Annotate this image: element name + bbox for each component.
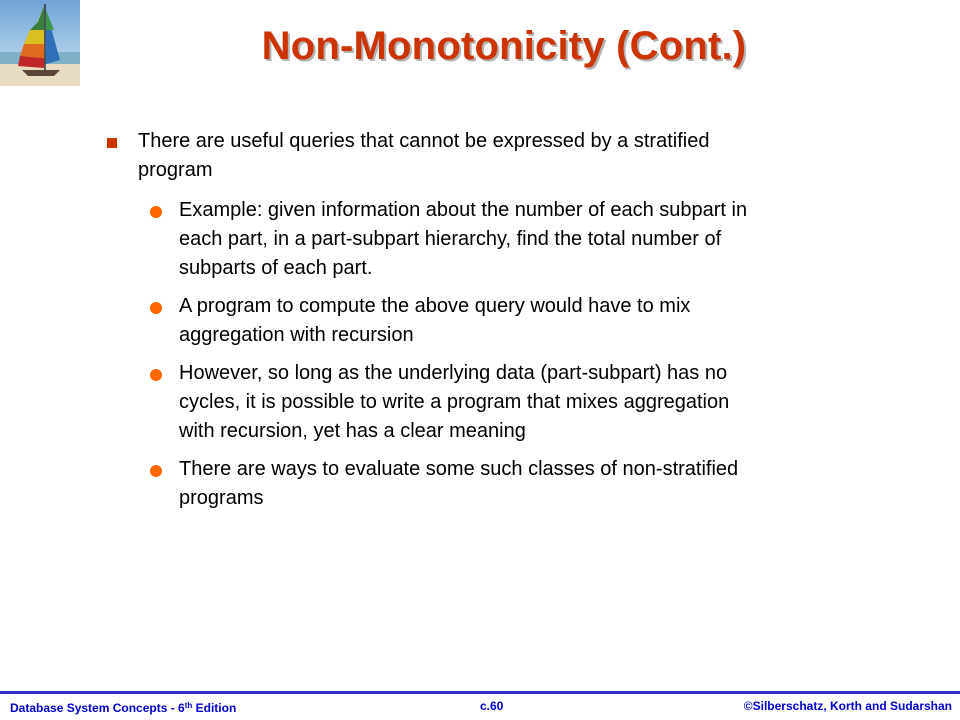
slide-title: Non-Monotonicity (Cont.) — [261, 24, 747, 68]
sub-bullet-text: A program to compute the above query would have to mix aggregation with recursion — [179, 295, 691, 346]
round-bullet-icon — [150, 465, 162, 477]
bullet-text: There are useful queries that cannot be expressed by a stratified program — [138, 130, 710, 181]
round-bullet-icon — [150, 302, 162, 314]
sub-bullet-text: Example: given information about the number of each subpart in each part, in a part-subpart hierarchy, find the total number of subparts of each part. — [179, 199, 748, 279]
sub-bullet-text: However, so long as the underlying data (part-subpart) has no cycles, it is possible to write a program that mixes aggregation with recursion, yet has a clear meaning — [179, 362, 730, 442]
square-bullet-icon — [107, 138, 117, 148]
footer-divider — [0, 691, 960, 694]
footer-book-title: Database System Concepts - 6th Edition — [10, 701, 237, 715]
round-bullet-icon — [150, 369, 162, 381]
footer-copyright: ©Silberschatz, Korth and Sudarshan — [743, 699, 952, 713]
sub-bullet-text: There are ways to evaluate some such classes of non-stratified programs — [179, 458, 739, 509]
round-bullet-icon — [150, 206, 162, 218]
footer-page-number: c.60 — [480, 699, 504, 713]
